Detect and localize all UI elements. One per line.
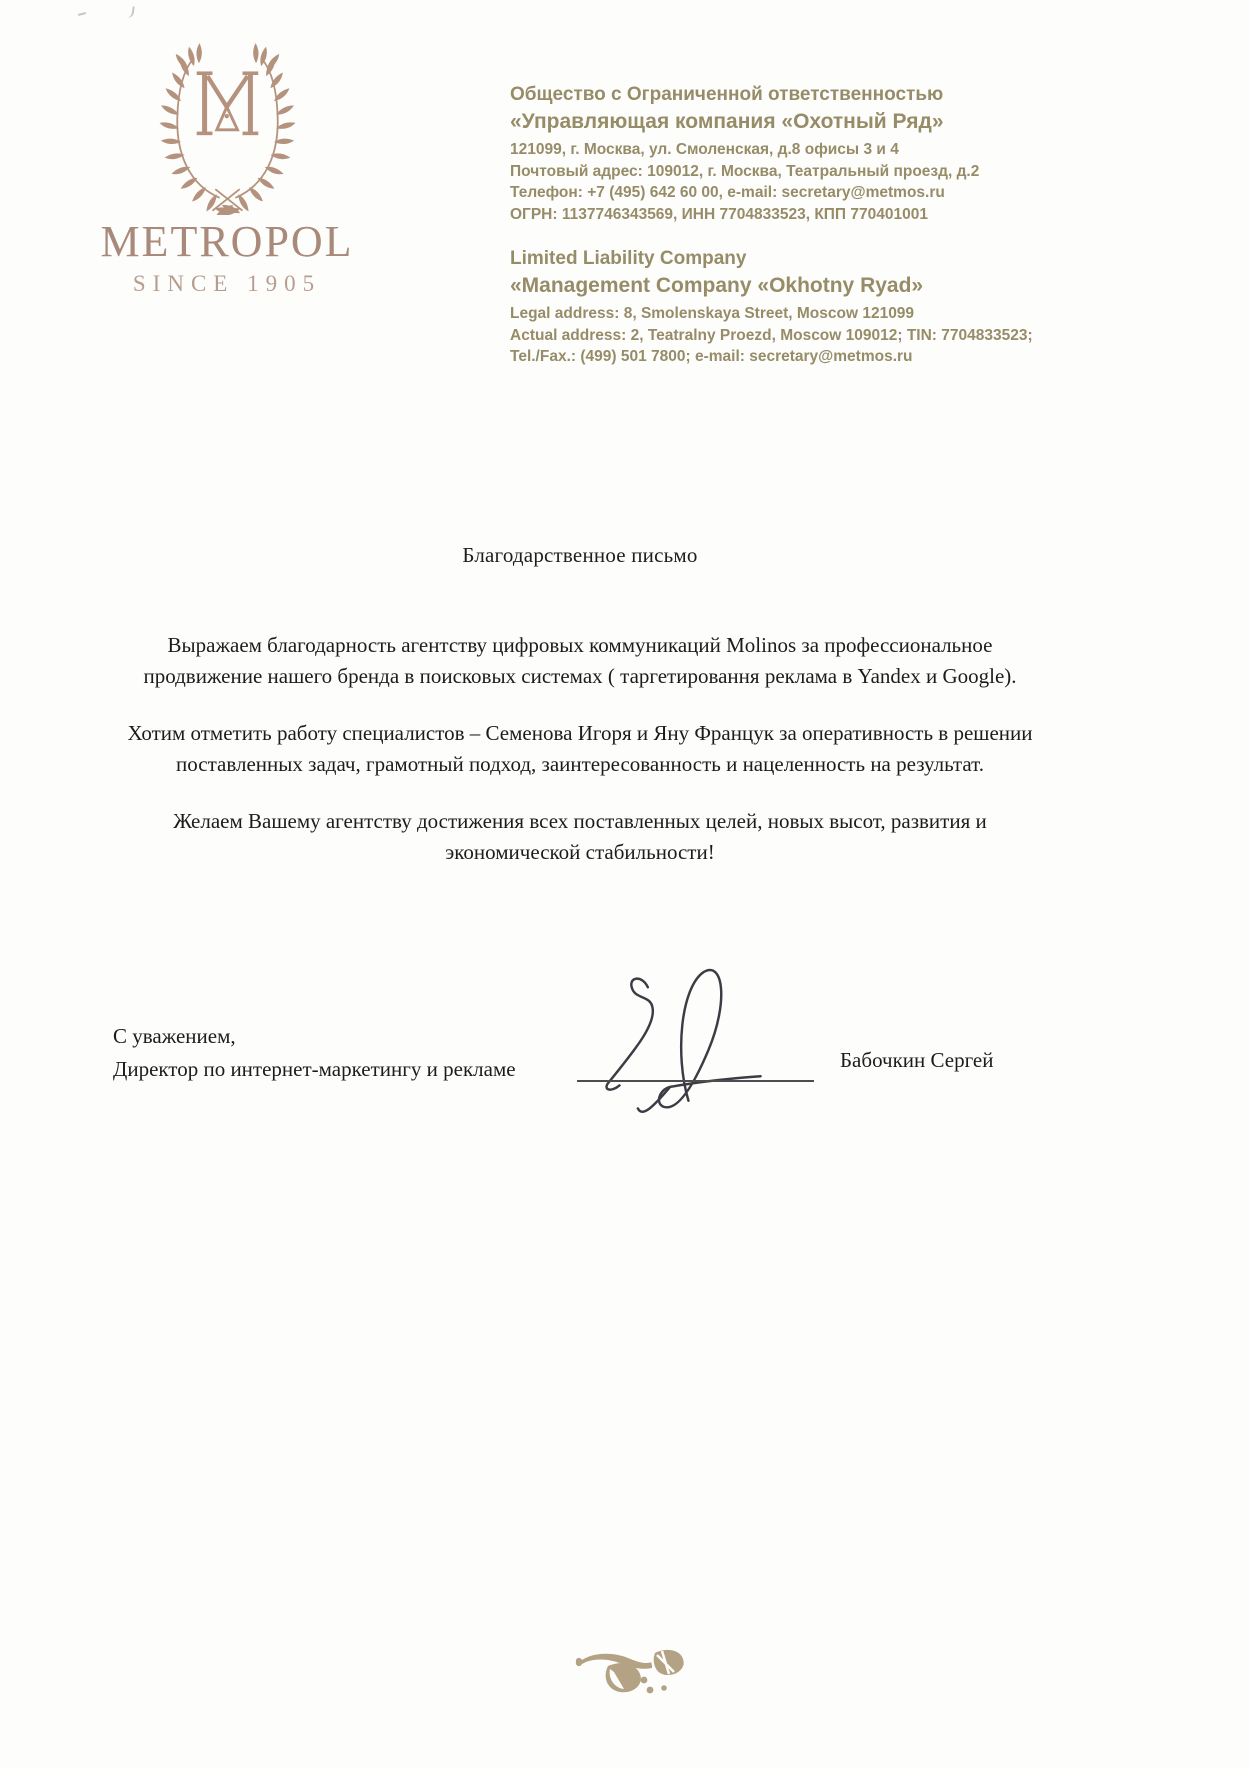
logo-tagline: SINCE 1905 bbox=[132, 271, 322, 296]
company-actual-address-en: Actual address: 2, Teatralny Proezd, Moscow 109012; TIN: 7704833523; bbox=[510, 326, 1033, 344]
letterhead-company-info bbox=[510, 82, 1110, 368]
letter-paragraph: Желаем Вашему агентству достижения всех поставленных целей, новых высот, развития и экономической стабильности! bbox=[173, 809, 987, 864]
company-phone-ru: Телефон: +7 (495) 642 60 00, e-mail: secretary@metmos.ru bbox=[510, 184, 945, 201]
company-legal-address-en: Legal address: 8, Smolenskaya Street, Moscow 121099 bbox=[510, 305, 915, 322]
scan-artifact bbox=[127, 6, 135, 19]
company-info-russian bbox=[510, 82, 1110, 225]
company-address-ru: 121099, г. Москва, ул. Смоленская, д.8 офисы 3 и 4 bbox=[510, 141, 899, 158]
letter-paragraph: Хотим отметить работу специалистов – Семенова Игоря и Яну Францук за оперативность в решении поставленных задач, грамотный подход, заинтересованность и нацеленность на результат. bbox=[127, 721, 1033, 776]
laurel-wreath-monogram-icon bbox=[145, 36, 310, 215]
letter-body bbox=[110, 543, 1050, 894]
logo-wordmark: METROPOL bbox=[100, 217, 354, 266]
company-phone-en: Tel./Fax.: (499) 501 7800; e-mail: secretary@metmos.ru bbox=[510, 348, 913, 365]
company-postal-address-ru: Почтовый адрес: 109012, г. Москва, Театральный проезд, д.2 bbox=[510, 162, 980, 180]
scan-artifact bbox=[78, 12, 86, 16]
company-name-en-line2: «Management Company «Okhotny Ryad» bbox=[510, 274, 924, 297]
closing-salutation: С уважением, bbox=[113, 1024, 236, 1048]
company-name-ru-line2: «Управляющая компания «Охотный Ряд» bbox=[510, 110, 944, 133]
company-info-english bbox=[510, 246, 1110, 368]
letter-paragraph: Выражаем благодарность агентству цифровых коммуникаций Molinos за профессиональное продвижение нашего бренда в поисковых системах ( таргетировання реклама в Yandex и Google). bbox=[143, 633, 1017, 688]
leaf-ornament-icon bbox=[570, 1640, 692, 1700]
handwritten-signature bbox=[575, 955, 805, 1120]
company-name-ru-line1: Общество с Ограниченной ответственностью bbox=[510, 84, 944, 105]
signature-line bbox=[577, 1080, 814, 1082]
company-name-en-line1: Limited Liability Company bbox=[510, 248, 747, 269]
company-registration-ru: ОГРН: 1137746343569, ИНН 7704833523, КПП 770401001 bbox=[510, 205, 928, 223]
signature-closing-block bbox=[113, 1020, 516, 1086]
signer-name: Бабочкин Сергей bbox=[840, 1048, 994, 1072]
signer-position: Директор по интернет-маркетингу и рекламе bbox=[113, 1057, 516, 1081]
metropol-logo bbox=[98, 36, 356, 297]
letter-title: Благодарственное письмо bbox=[462, 543, 698, 567]
